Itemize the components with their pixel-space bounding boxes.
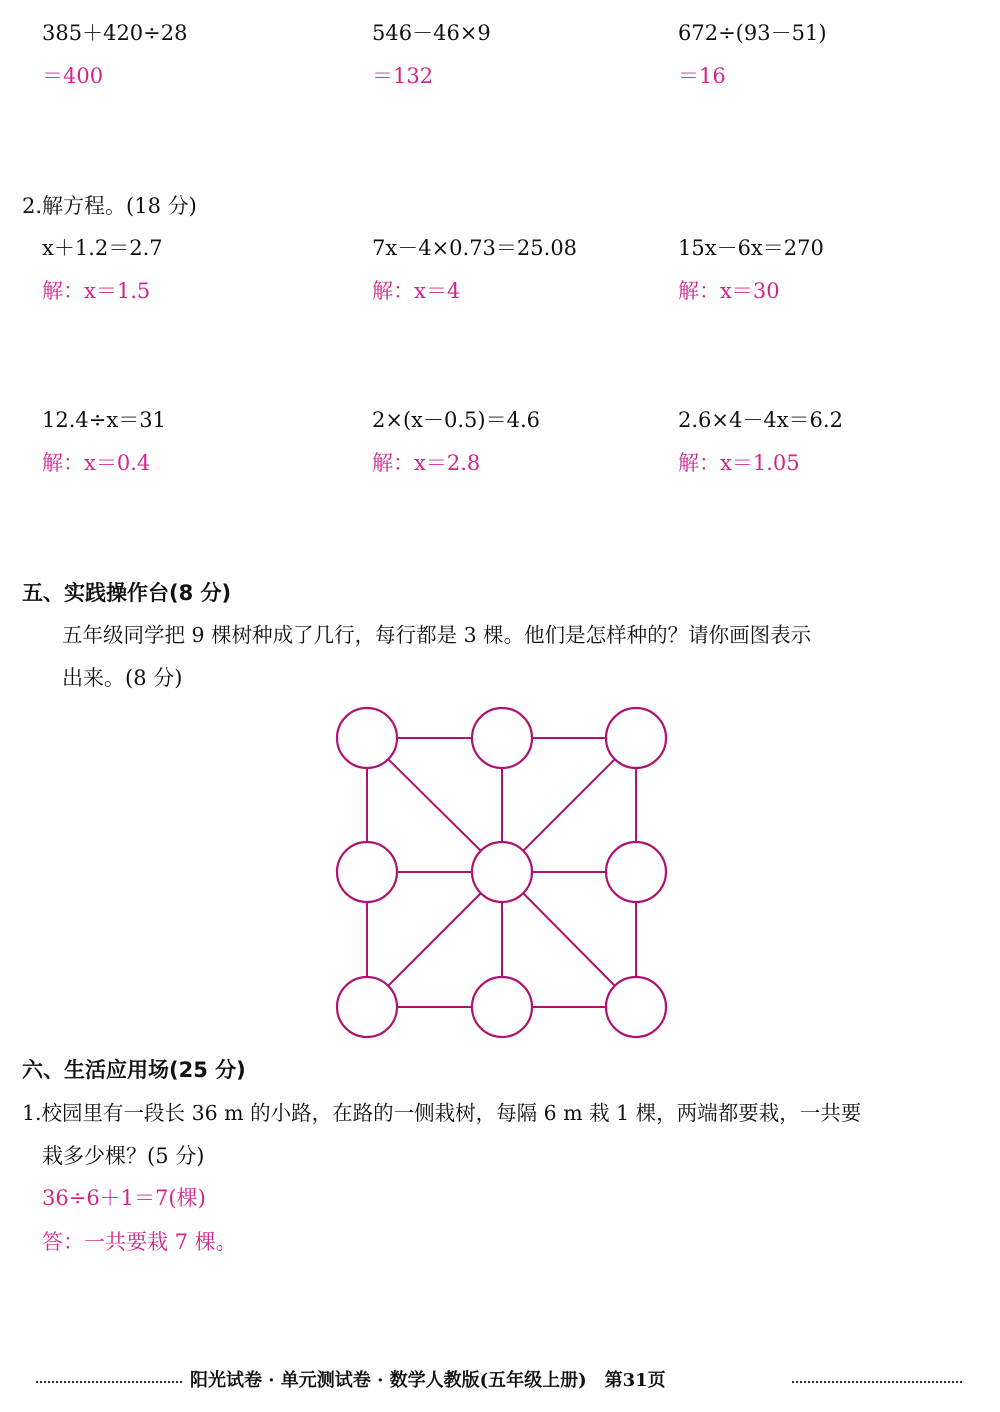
tree-planting-diagram xyxy=(330,700,670,1045)
tree-circle xyxy=(337,708,397,768)
eq-5-answer: 解：x＝2.8 xyxy=(372,451,481,475)
tree-circle xyxy=(606,977,666,1037)
eq-2-answer: 解：x＝4 xyxy=(372,279,461,303)
tree-circle xyxy=(472,842,532,902)
tree-circle xyxy=(606,842,666,902)
q1-calculation: 36÷6＋1＝7(棵) xyxy=(42,1186,206,1210)
tree-circle xyxy=(472,977,532,1037)
q1-line1: 1.校园里有一段长 36 m 的小路，在路的一侧栽树，每隔 6 m 栽 1 棵，两端都要栽，一共要 xyxy=(22,1101,862,1125)
calc-3-answer: ＝16 xyxy=(678,64,726,88)
section5-question-line2: 出来。(8 分) xyxy=(62,666,183,690)
eq-3-answer: 解：x＝30 xyxy=(678,279,780,303)
footer-divider-right xyxy=(792,1381,962,1383)
tree-circle xyxy=(337,977,397,1037)
section6-title: 六、生活应用场(25 分) xyxy=(22,1058,246,1082)
section5-title: 五、实践操作台(8 分) xyxy=(22,581,232,605)
eq-4-expr: 12.4÷x＝31 xyxy=(42,408,166,432)
page-footer xyxy=(0,1368,1000,1398)
q1-line2: 栽多少棵？(5 分) xyxy=(42,1144,205,1168)
eq-6-answer: 解：x＝1.05 xyxy=(678,451,800,475)
tree-circle xyxy=(337,842,397,902)
tree-circle xyxy=(472,708,532,768)
calc-2-expr: 546－46×9 xyxy=(372,21,491,45)
q1-answer: 答：一共要栽 7 棵。 xyxy=(42,1230,237,1254)
eq-5-expr: 2×(x－0.5)＝4.6 xyxy=(372,408,540,432)
section2-title: 2.解方程。(18 分) xyxy=(22,194,197,218)
eq-2-expr: 7x－4×0.73＝25.08 xyxy=(372,236,578,260)
footer-divider-left xyxy=(36,1381,182,1383)
eq-1-answer: 解：x＝1.5 xyxy=(42,279,151,303)
eq-1-expr: x＋1.2＝2.7 xyxy=(42,236,163,260)
calc-1-expr: 385＋420÷28 xyxy=(42,21,188,45)
tree-circle xyxy=(606,708,666,768)
calc-1-answer: ＝400 xyxy=(42,64,104,88)
eq-4-answer: 解：x＝0.4 xyxy=(42,451,151,475)
calc-3-expr: 672÷(93－51) xyxy=(678,21,827,45)
eq-6-expr: 2.6×4－4x＝6.2 xyxy=(678,408,843,432)
section5-question-line1: 五年级同学把 9 棵树种成了几行，每行都是 3 棵。他们是怎样种的？请你画图表示 xyxy=(62,623,812,647)
tree-circles xyxy=(337,708,666,1037)
footer-text: 阳光试卷 · 单元测试卷 · 数学人教版(五年级上册) 第31页 xyxy=(190,1370,666,1391)
calc-2-answer: ＝132 xyxy=(372,64,434,88)
eq-3-expr: 15x－6x＝270 xyxy=(678,236,824,260)
